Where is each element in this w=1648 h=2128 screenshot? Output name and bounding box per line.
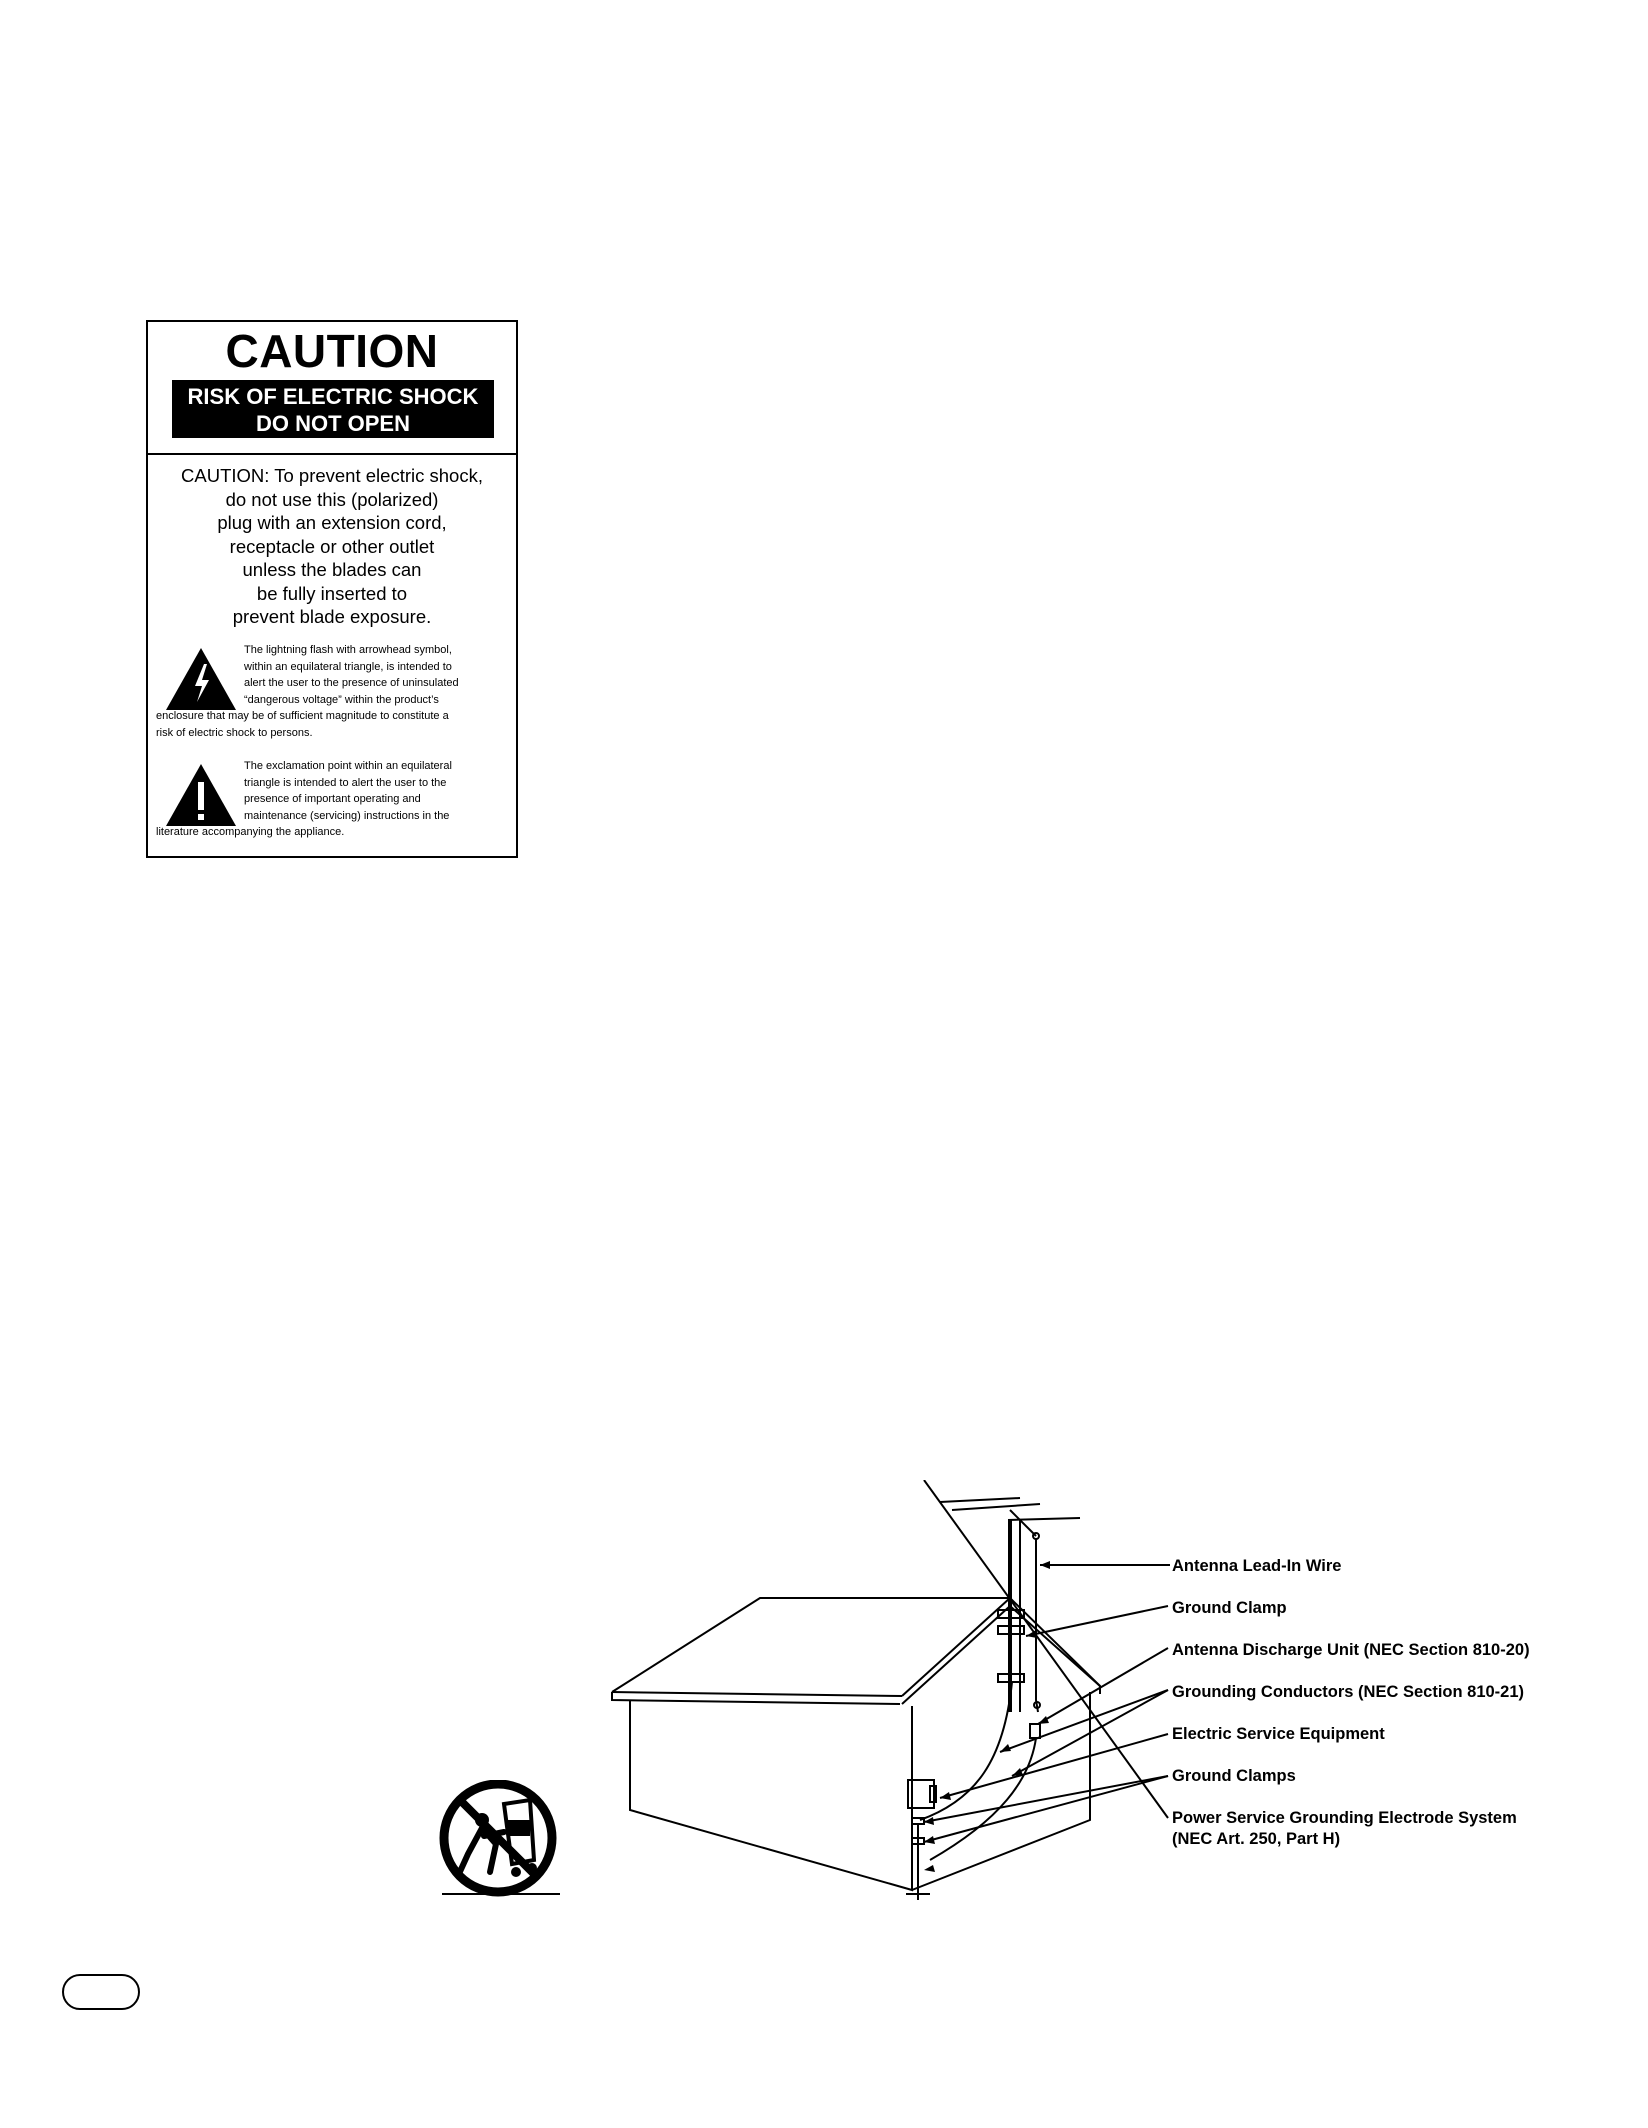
polarized-plug-caution: CAUTION: To prevent electric shock, do not use this (polarized) plug with an extension cord, receptacle or other outlet unless the blades can be fully inserted to prevent blade exposure. <box>181 465 483 627</box>
callout-ground-clamp: Ground Clamp <box>1172 1599 1287 1617</box>
shock-warning-line2: DO NOT OPEN <box>255 411 410 436</box>
caution-label <box>146 320 518 858</box>
callout-ground-clamps: Ground Clamps <box>1172 1767 1296 1785</box>
shock-warning-band <box>172 380 494 438</box>
label-divider <box>148 453 516 455</box>
lightning-triangle-icon <box>164 646 238 712</box>
callout-grounding-conductors: Grounding Conductors (NEC Section 810-21) <box>1172 1683 1525 1701</box>
lightning-text-full: enclosure that may be of sufficient magnitude to constitute a risk of electric shock to persons. <box>156 710 449 739</box>
page-number-tab <box>62 1974 140 2010</box>
exclamation-text-full: literature accompanying the appliance. <box>156 826 345 838</box>
cart-tip-over-icon <box>438 1780 562 1900</box>
caution-title: CAUTION <box>225 325 439 377</box>
callout-discharge-unit: Antenna Discharge Unit (NEC Section 810-20) <box>1172 1641 1530 1659</box>
callout-electric-service: Electric Service Equipment <box>1172 1725 1385 1743</box>
callout-grounding-electrode: Power Service Grounding Electrode System (NEC Art. 250, Part H) <box>1172 1809 1517 1848</box>
exclamation-triangle-icon <box>164 762 238 828</box>
lightning-text-indented: The lightning flash with arrowhead symbol, within an equilateral triangle, is intended to alert the user to the presence of uninsulated “dangerous voltage” within the product’s <box>244 644 459 706</box>
shock-warning-line1: RISK OF ELECTRIC SHOCK <box>187 384 479 409</box>
callout-antenna-lead-in: Antenna Lead-In Wire <box>1172 1557 1342 1575</box>
exclamation-text-indented: The exclamation point within an equilateral triangle is intended to alert the user to the presence of important operating and maintenance (servicing) instructions in the <box>244 760 452 822</box>
